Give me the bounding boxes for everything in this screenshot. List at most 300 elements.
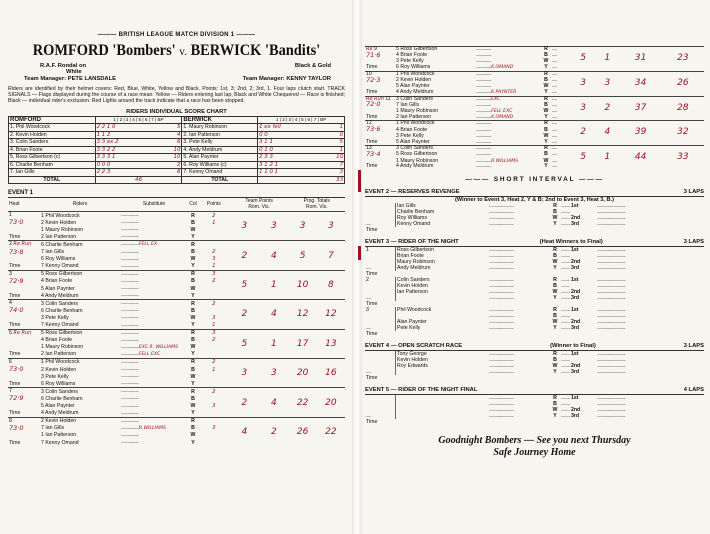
helmet-colour: W <box>552 215 558 222</box>
heat-rider-row: 6 Roy Williams ................... W 3 <box>8 256 345 263</box>
event-rider-row: ..... Pete Kelly .......................... Y ......... 3rd .............................. <box>366 325 626 332</box>
heat-time: 73·0 <box>9 365 24 374</box>
helmet-colour: R <box>553 247 557 254</box>
team-points-visitor: 1 <box>595 146 619 170</box>
heat-rider-row: Time 6 Roy Williams ................K.OMAND Y ..... <box>366 64 557 71</box>
rider-points <box>198 410 230 418</box>
prog-total-visitor: 28 <box>662 96 704 121</box>
away-rider: 2. Ian Patterson <box>182 131 258 139</box>
time-row <box>365 375 704 381</box>
heat-rider-row: Time 2 Ian Patterson ................K.OMAND Y ..... <box>366 113 557 120</box>
heat-rider-row: 6 1 Phil Woodcock ................... R 2 3 3 20 16 <box>8 358 345 366</box>
time-label: Time <box>366 163 378 170</box>
score-col-label: 7 <box>313 116 317 122</box>
home-rider-scores: 2 2 3 6 <box>96 169 181 176</box>
heat-rider-row: 7 3 Colin Sanders ................... R 2 2 4 22 20 <box>8 388 345 396</box>
helmet-colour: B <box>553 401 557 408</box>
place-label: 2nd <box>570 289 581 296</box>
rider-points <box>198 417 230 425</box>
heat-number: 10 <box>366 70 372 77</box>
helmet-colour: B <box>553 283 557 290</box>
rider-name: 4 Andy Meldrum <box>396 88 434 95</box>
helmet-colour: W <box>552 289 558 296</box>
place-label: 1st <box>570 395 579 402</box>
place-label: 3rd <box>570 325 580 332</box>
heat-rider-row: 1 Maury Robinson ...................EXC R. WILLIAMS W <box>8 344 345 351</box>
rider-points <box>198 233 230 241</box>
place-label: 3rd <box>570 413 580 420</box>
event-heat-table <box>365 203 704 233</box>
helmet-colour: Y <box>191 439 195 446</box>
team-points-visitor: 4 <box>595 121 619 146</box>
heat-rider-row: 1 Ian Patterson ................... W <box>8 432 345 439</box>
home-total-label: TOTAL <box>9 176 96 184</box>
rider-name: 3 Colin Sanders <box>395 96 475 102</box>
rider-points <box>198 380 230 388</box>
event-note: (Winner to Final) <box>550 343 596 350</box>
heat-rider-row: 3 Pete Kelly ................ W ..... <box>396 132 557 139</box>
place-label: 3rd <box>570 295 580 302</box>
heat-number: 3 <box>9 270 12 277</box>
helmet-colour: R <box>541 71 551 77</box>
heat-rider-row: 74·0 6 Charlie Benham ................... B <box>8 307 345 314</box>
rider-name: 5 Alan Paynter <box>396 83 430 90</box>
place-label: 2nd <box>570 363 581 370</box>
home-rider-scores: 1 1 2 4 <box>96 131 181 138</box>
rider-points: 3 <box>198 270 230 278</box>
team-points-visitor: 1 <box>595 47 619 72</box>
rider-name: 5 Ross Gilbertson <box>40 329 120 337</box>
helmet-colour: W <box>190 314 196 321</box>
event-laps: 4 LAPS <box>683 387 704 394</box>
event-title: EVENT 5 — RIDER OF THE NIGHT FINAL <box>365 387 478 394</box>
heat-rider-row: Time 2 Ian Patterson ...................FELL EXC Y <box>8 351 345 359</box>
home-rider: 4. Brian Foote <box>9 146 96 154</box>
team-points-home: 4 <box>230 417 259 446</box>
helmet-colour: Y <box>191 322 195 329</box>
score-col-label: 5 <box>138 116 142 122</box>
event-rider-row: 2 Colin Sanders .......................... R ......... 1st .............................. <box>366 277 626 284</box>
score-chart-title: RIDERS INDIVIDUAL SCORE CHART <box>126 108 227 115</box>
time-label: Time <box>9 233 21 240</box>
helmet-colour: R <box>188 358 198 366</box>
event-rider-row: ..... .......................... Y ......... 3rd .............................. <box>366 413 626 420</box>
prog-total-visitor: 32 <box>662 121 704 146</box>
heat-number: 12 <box>366 120 372 127</box>
substitute: K.OMAND <box>491 65 514 71</box>
rider-name: Roy Edwards <box>396 363 489 369</box>
rider-name: 1 Maury Robinson <box>396 157 439 164</box>
heat-rider-row: 10 1 Phil Woodcock ................ R ..... 3 3 34 26 <box>365 71 704 77</box>
score-row <box>9 169 345 177</box>
score-row <box>9 154 345 162</box>
heat-time: 73·8 <box>9 247 24 256</box>
helmet-colour: B <box>191 249 195 256</box>
helmet-colour: W <box>190 285 196 292</box>
rider-name: Brian Foote <box>396 253 489 259</box>
rider-points <box>198 432 230 439</box>
substitute: R.WILLIAMS <box>491 158 519 164</box>
heat-rider-row: 73·6 4 Brian Foote ................ B ..... <box>366 125 557 134</box>
heat-rider-row: 8 2 Kevin Holden ................... R 4 2 26 22 <box>8 417 345 425</box>
prog-total-home: 37 <box>620 96 662 121</box>
score-col-label: 1 <box>275 116 279 122</box>
time-label: Time <box>366 64 378 71</box>
heat-rider-row: Time 7 Kenny Omand ................... Y 1 <box>8 322 345 330</box>
heat-number: 3 <box>366 307 369 314</box>
event-rider-row: Kevin Holden .......................... B ......... .............................. <box>397 357 626 364</box>
away-cols: 1 | 2 | 3 | 4 | 5 | 6 | 7 | BP <box>258 116 345 124</box>
time-label: Time <box>9 410 21 417</box>
heat-time: 72·9 <box>9 276 24 285</box>
team-points-visitor: 4 <box>259 241 288 270</box>
event-rider-row: Roy Williams .......................... W ......... 2nd .............................. <box>397 215 626 222</box>
score-col-label: 3 <box>125 116 129 122</box>
heat-rider-row: 73·0 2 Kevin Holden ................... B 1 <box>8 219 345 226</box>
heat-rider-row: 13 3 Colin Sanders ................ R ..... 5 1 44 33 <box>365 146 704 152</box>
substitute: K.OMAND <box>491 114 514 120</box>
heat-note: Re Run <box>13 329 32 336</box>
home-rider-scores: 3 3 ex 2 6 <box>96 139 181 146</box>
heat-rider-row: 5 Alan Paynter ................... W <box>8 285 345 292</box>
rider-points: 2 <box>198 388 230 396</box>
rider-name: 3 Colin Sanders <box>40 300 120 308</box>
heat-number: 5 <box>9 329 12 336</box>
team-points-home: 3 <box>571 96 595 121</box>
heat-rider-row: 3 Pete Kelly ................... W <box>8 373 345 380</box>
substitute: K.PAYNTER <box>491 89 517 95</box>
rider-name: 3 Pete Kelly <box>396 132 424 139</box>
helmet-colour: Y <box>553 413 557 420</box>
score-chart <box>8 116 345 185</box>
heat-rider-row: 73·0 7 Ian Gills ...................R.WILLIAMS B 3 <box>8 425 345 432</box>
event-heat-table <box>365 395 704 425</box>
team-points-home: 3 <box>230 358 259 387</box>
heat-rider-row: Time 7 Kenny Omand ................... Y 1 <box>8 263 345 271</box>
event-rider-row: Brian Foote .......................... B ......... .............................. <box>397 253 626 260</box>
event-heat-table <box>365 307 704 337</box>
event-rider-row: 1 Ross Gilbertson .......................... R ......... 1st .............................. <box>366 247 626 254</box>
rider-name: Phil Woodcock <box>396 307 489 313</box>
helmet-colour: Y <box>553 265 557 272</box>
event-laps: 3 LAPS <box>683 189 704 196</box>
col-sub: Substitute <box>120 198 188 212</box>
prog-total-home: 39 <box>620 121 662 146</box>
event-rider-row: ..... .......................... Y ......... 3rd .............................. <box>366 369 626 376</box>
team-points-home: 2 <box>230 300 259 329</box>
helmet-colour: Y <box>191 351 195 358</box>
rider-name: 2 Kevin Holden <box>396 77 432 84</box>
rider-points: 2 <box>198 300 230 308</box>
right-page <box>361 0 710 534</box>
rider-name: 2 Ian Patterson <box>41 351 77 358</box>
heat-rider-row: Time 4 Andy Meldrum ................... Y <box>8 410 345 418</box>
helmet-colour: B <box>544 151 548 158</box>
rider-points <box>198 344 230 351</box>
home-team-header: ROMFORD <box>9 116 96 124</box>
heat-rider-row: Time 4 Andy Meldrum ................K.PAYNTER Y ..... <box>366 88 557 95</box>
helmet-colour: B <box>553 209 557 216</box>
rider-points: 1 <box>212 366 216 373</box>
helmet-colour: Y <box>553 295 557 302</box>
rider-points <box>198 226 230 233</box>
rider-points <box>198 395 230 402</box>
heat-rider-row: Time 4 Andy Meldrum ................... Y <box>8 292 345 300</box>
rider-name: Ian Patterson <box>396 289 489 295</box>
team-points-home: 2 <box>230 241 259 270</box>
heat-time: 72·0 <box>366 100 381 109</box>
rider-name: 7 Ian Gills <box>41 249 65 256</box>
home-rider: 3. Colin Sanders <box>9 139 96 147</box>
event-note: (Heat Winners to Final) <box>539 239 603 246</box>
rider-points: 1 <box>212 263 216 270</box>
rider-points: 1 <box>212 219 216 226</box>
helmet-colour: R <box>553 307 557 314</box>
away-team-header: BERWICK <box>182 116 258 124</box>
event-rider-row: Kevin Holden .......................... B ......... .............................. <box>397 283 626 290</box>
event-subtitle: (Winner to Event 3, Heat 2, Y & B; 2nd to Event 3, Heat 3, B.) <box>455 197 614 204</box>
heat-rider-row: 4 Brian Foote ................... B 2 <box>8 337 345 344</box>
substitute: EXC R. WILLIAMS <box>138 344 179 350</box>
prog-total-visitor: 12 <box>317 300 345 329</box>
helmet-colour: B <box>553 313 557 320</box>
heat-rider-row: 4 3 Colin Sanders ................... R 2 2 4 12 12 <box>8 300 345 308</box>
rider-points: 3 <box>212 425 216 432</box>
away-total-label: TOTAL <box>182 176 258 184</box>
place-label: 3rd <box>570 265 580 272</box>
rider-points <box>198 439 230 446</box>
away-rider: 4. Andy Meldrum <box>182 146 258 154</box>
rider-name: 6 Charlie Benham <box>40 241 120 249</box>
time-label: Time <box>9 263 21 270</box>
heat-note: Re <box>366 46 373 52</box>
heat-number: 1 <box>366 247 369 254</box>
substitute: EXC <box>491 96 501 102</box>
helmet-colour: R <box>188 212 198 220</box>
event-header <box>365 387 704 395</box>
heat-time: 72·9 <box>9 394 24 403</box>
heat-rider-row: Time 6 Roy Williams ................... Y <box>8 380 345 388</box>
time-label: Time <box>366 331 378 338</box>
helmet-colour: B <box>544 101 548 108</box>
heat-rider-row: 1 Maury Robinson ................FELL EXC W ..... <box>396 108 557 115</box>
heat-time: 73·0 <box>9 218 24 227</box>
helmet-colour: Y <box>544 138 548 145</box>
time-row <box>365 227 704 233</box>
time-label: Time <box>366 113 378 120</box>
short-interval: ——— SHORT INTERVAL ——— <box>465 176 604 184</box>
league-title: ——— BRITISH LEAGUE MATCH DIVISION 1 ——— <box>97 32 256 38</box>
substitute: FELL EX <box>138 242 158 248</box>
rider-name: 6 Roy Williams <box>396 64 431 71</box>
team-points-visitor: 1 <box>259 270 288 299</box>
prog-total-visitor: 22 <box>317 417 345 446</box>
event-rider-row: Alan Paynter .......................... W ......... 2nd .............................. <box>397 319 626 326</box>
heat-rider-row: 5 Alan Paynter ................... W 3 <box>8 403 345 410</box>
helmet-colour: Y <box>544 88 548 95</box>
rider-points: 2 <box>212 249 216 256</box>
heat-rider-row: 1 Maury Robinson ................R.WILLIAMS W ..... <box>396 157 557 164</box>
col-points: Points <box>198 198 230 212</box>
heat-rider-row: 72·3 2 Kevin Holden ................ B ..... <box>366 75 557 84</box>
helmet-colour: Y <box>191 410 195 417</box>
time-label: Time <box>366 301 378 308</box>
team-points-visitor: 2 <box>595 96 619 121</box>
helmet-colour: R <box>553 203 557 210</box>
helmet-colour: B <box>191 278 195 285</box>
prog-total-visitor: 23 <box>662 47 704 72</box>
event-laps: 3 LAPS <box>683 239 704 246</box>
rider-name: 2 Ian Patterson <box>41 233 77 240</box>
helmet-colour: Y <box>191 380 195 387</box>
event-header <box>365 189 704 197</box>
substitute: R.WILLIAMS <box>138 425 166 431</box>
rider-name: 1 Ian Patterson <box>41 432 77 439</box>
event-title: EVENT 2 — RESERVES REVENGE <box>365 189 460 196</box>
away-rider: 7. Kenny Omand <box>182 169 258 177</box>
team-points-home: 5 <box>571 146 595 170</box>
prog-total-home: 10 <box>289 270 317 299</box>
event-heat-table <box>365 351 704 381</box>
away-rider: 3. Pete Kelly <box>182 139 258 147</box>
place-label: 2nd <box>570 259 581 266</box>
rider-name: 4 Brian Foote <box>41 278 73 285</box>
prog-total-visitor: 7 <box>317 241 345 270</box>
heat-time: 74·0 <box>9 306 24 315</box>
team-points-home: 3 <box>571 71 595 96</box>
heat-note: Re Run <box>366 95 384 102</box>
helmet-colour: Y <box>544 64 548 71</box>
rider-name: 5 Ross Gilbertson <box>396 151 438 158</box>
rider-name: 4 Brian Foote <box>396 52 428 59</box>
heat-rider-row: 5 Alan Paynter ................ W ..... <box>396 83 557 90</box>
event-header <box>365 343 704 351</box>
score-col-label: 2 <box>282 116 285 122</box>
heat-number: 13 <box>366 145 372 152</box>
rider-name: Ross Gilbertson <box>396 247 489 253</box>
event-rider-row: Roy Edwards .......................... W ......... 2nd .............................. <box>397 363 626 370</box>
substitute: FELL EXC <box>138 351 161 357</box>
heat-number: 9 <box>374 46 377 52</box>
prog-total-home: 31 <box>620 47 662 72</box>
time-label: Time <box>9 380 21 387</box>
helmet-colour: W <box>190 226 196 233</box>
rider-name: 5 Alan Paynter <box>396 138 430 145</box>
rider-name: Tony George <box>396 351 489 357</box>
rider-name: 3 Pete Kelly <box>41 314 69 321</box>
rider-name: Alan Paynter <box>396 319 489 325</box>
rider-name: Kenny Omand <box>396 221 489 227</box>
score-row <box>9 139 345 147</box>
prog-total-home: 17 <box>289 329 317 358</box>
heat-time: 71·6 <box>366 50 381 59</box>
rider-name: 1 Phil Woodcock <box>395 121 475 127</box>
helmet-colour: B <box>553 357 557 364</box>
rider-name: 1 Maury Robinson <box>41 344 84 351</box>
rider-name: Kevin Holden <box>396 357 489 363</box>
heat-rider-row: Time 4 Andy Meldrum ................ Y ..... <box>366 163 557 170</box>
place-label: 1st <box>570 351 579 358</box>
heat-rider-row: Time 7 Kenny Omand ................... Y <box>8 439 345 446</box>
rider-name: 7 Kenny Omand <box>41 439 79 446</box>
rider-name: Roy Williams <box>396 215 489 221</box>
score-col-label: 5 <box>301 116 304 122</box>
team-points-home: 5 <box>571 47 595 72</box>
prog-total-visitor: 8 <box>317 270 345 299</box>
place-label: 1st <box>570 307 579 314</box>
helmet-colour: B <box>191 337 195 344</box>
left-page <box>0 0 353 534</box>
heat-time: 73·4 <box>366 149 381 158</box>
score-col-label: 6 <box>144 116 148 122</box>
helmet-colour: R <box>188 388 198 396</box>
rider-name: Colin Sanders <box>396 277 489 283</box>
place-label: 1st <box>570 247 579 254</box>
helmet-colour: W <box>552 407 558 414</box>
rider-name: 3 Pete Kelly <box>396 58 424 65</box>
score-col-label: 4 <box>294 116 298 122</box>
helmet-colour: Y <box>544 163 548 170</box>
helmet-colour: Y <box>544 113 548 120</box>
rules-text: Riders are identified by their helmet covers: Red, Blue, White, Yellow and Black. Points: 1st, 3; 2nd, 2; 3rd, 1. Four laps clutch start. TRACK SIGNALS — Flags displayed during the course of a race mean: Yellow — Riders entering last lap; Black and White Chequered — Race is finished; Black — individual rider's exclusion. Red Lights around the track indicate that a race has been stopped. <box>8 86 345 105</box>
rider-points: 3 <box>212 314 216 321</box>
event1-title: EVENT 1 <box>8 190 345 198</box>
helmet-colour: W <box>543 157 549 164</box>
time-label: Time <box>9 322 21 329</box>
helmet-colour: W <box>543 58 549 65</box>
helmet-colour: Y <box>553 221 557 228</box>
time-label: Time <box>366 271 378 278</box>
rider-points: 2 <box>212 337 216 344</box>
helmet-colour: Y <box>553 369 557 376</box>
team-points-visitor: 2 <box>259 417 288 446</box>
time-label: Time <box>366 227 378 234</box>
heat-time: 73·6 <box>366 125 381 134</box>
rider-points <box>198 292 230 300</box>
helmet-colour: W <box>190 373 196 380</box>
heat-rider-row: 73·4 5 Ross Gilbertson ................ B ..... <box>366 149 557 158</box>
home-rider: 1. Phil Woodcock <box>9 124 96 132</box>
event-title: EVENT 4 — OPEN SCRATCH RACE <box>365 343 463 350</box>
team-managers: Team Manager: PETE LANSDALE Team Manager: KENNY TAYLOR <box>24 76 331 82</box>
away-rider-scores: 3 1 2 1 7 <box>259 161 343 168</box>
team-points-home: 5 <box>230 329 259 358</box>
rider-name: 4 Brian Foote <box>396 126 428 133</box>
helmet-colour: R <box>188 270 198 278</box>
helmet-colour: W <box>190 256 196 263</box>
helmet-colour: W <box>552 259 558 266</box>
col-riders: Riders <box>40 198 120 212</box>
heat-rider-row: 3 Pete Kelly ................... W 3 <box>8 314 345 321</box>
place-label: 2nd <box>570 319 581 326</box>
time-row <box>365 331 704 337</box>
helmet-colour: R <box>188 329 198 337</box>
heat-time: 72·3 <box>366 75 381 84</box>
heat-rider-row: 73·0 2 Kevin Holden ................... B 1 <box>8 366 345 373</box>
helmet-colour: W <box>552 319 558 326</box>
helmet-colour: W <box>543 132 549 139</box>
substitute: FELL EXC <box>491 109 513 115</box>
place-label: 1st <box>570 203 579 210</box>
team-points-home: 2 <box>230 388 259 417</box>
rider-name: 3 Pete Kelly <box>41 373 69 380</box>
event-rider-row: ..... Andy Meldrum .......................... Y ......... 3rd .............................. <box>366 265 626 272</box>
rider-name: 1 Maury Robinson <box>396 108 439 115</box>
col-heat: Heat <box>8 198 40 212</box>
rider-name: 6 Charlie Benham <box>41 395 83 402</box>
rider-name: 6 Roy Williams <box>41 256 76 263</box>
helmet-colour: Y <box>191 292 195 299</box>
